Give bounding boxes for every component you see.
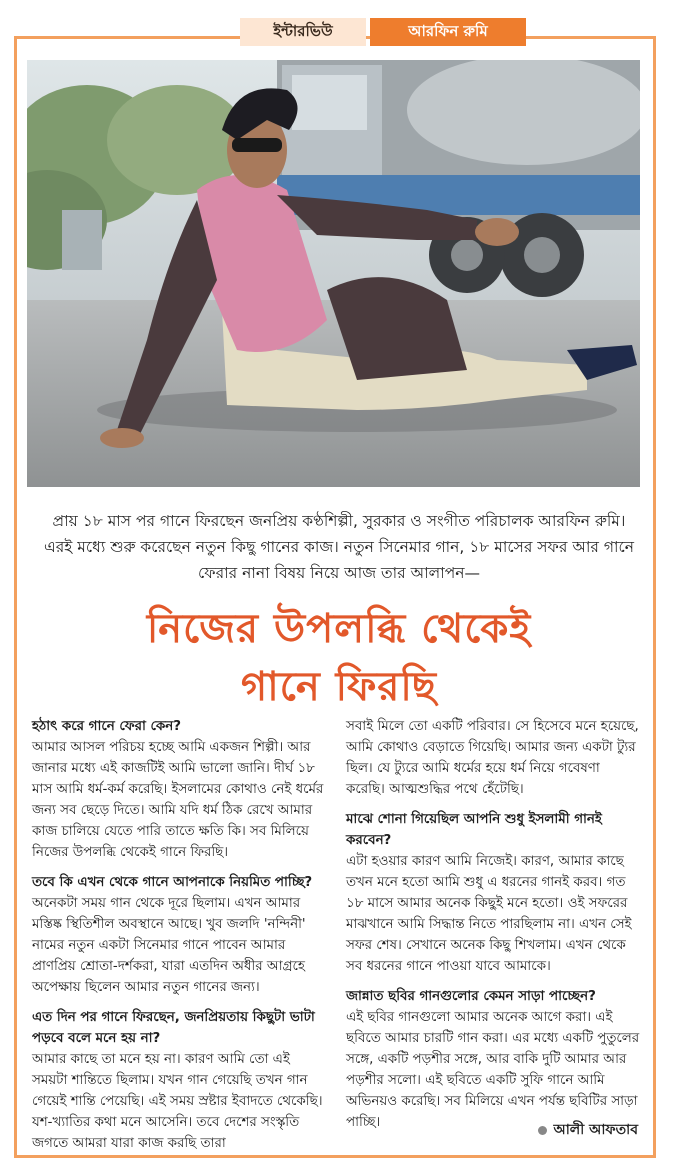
answer-continued: সবাই মিলে তো একটি পরিবার। সে হিসেবে মনে হয়েছে, আমি কোথাও বেড়াতে গিয়েছি। আমার জন্য একটা ট্যুর ছিল। যে ট্যুরে আমি ধর্মের হয়ে ধর্ম নিয়ে গবেষণা করেছি। আত্মশুদ্ধির পথে হেঁটেছি। (346, 719, 639, 797)
article-photo (27, 60, 640, 487)
photo-illustration (27, 60, 640, 487)
intro-paragraph: প্রায় ১৮ মাস পর গানে ফিরছেন জনপ্রিয় কণ্ঠশিল্পী, সুরকার ও সংগীত পরিচালক আরফিন রুমি। এরই মধ্যে শুরু করেছেন নতুন কিছু গানের কাজ। নতুন সিনেমার গান, ১৮ মাসের সফর আর গানে ফেরার নানা বিষয় নিয়ে আজ তার আলাপন— (43, 512, 634, 582)
name-tag: আরফিন রুমি (370, 18, 526, 46)
author-byline (538, 1118, 638, 1142)
section-tag: ইন্টারভিউ (240, 18, 366, 46)
question: মাঝে শোনা গিয়েছিল আপনি শুধু ইসলামী গানই করবেন? (346, 812, 602, 848)
headline-line-2: গানে ফিরছি (240, 664, 438, 710)
author-name: আলী আফতাব (553, 1122, 638, 1138)
answer: এই ছবির গানগুলো আমার অনেক আগে করা। এই ছবিতে আমার চারটি গান করা। এর মধ্যে একটি পুতুলের সঙ্গে, একটি পড়শীর সঙ্গে, আর বাকি দুটি আমার আর পড়শীর সলো। এই ছবিতে একটি সুফি গানে আমি অভিনয়ও করেছি। সব মিলিয়ে এখন পর্যন্ত ছবিটির সাড়া পাচ্ছি। (346, 1010, 640, 1130)
question: হঠাৎ করে গানে ফেরা কেন? (32, 719, 182, 734)
question: এত দিন পর গানে ফিরছেন, জনপ্রিয়তায় কিছুটা ভাটা পড়বে বলে মনে হয় না? (32, 1010, 315, 1046)
headline (40, 600, 638, 716)
answer: আমার আসল পরিচয় হচ্ছে আমি একজন শিল্পী। আর জানার মধ্যে এই কাজটিই আমি ভালো জানি। দীর্ঘ ১৮ মাস আমি ধর্ম-কর্ম করেছি। ইসলামের কোথাও নেই ধর্মের জন্য সব ছেড়ে দিতে। আমি যদি ধর্ম ঠিক রেখে আমার কাজ চালিয়ে যেতে পারি তাতে ক্ষতি কি। সব মিলিয়ে নিজের উপলব্ধি থেকেই গানে ফিরছি। (32, 740, 324, 860)
question: জান্নাত ছবির গানগুলোর কেমন সাড়া পাচ্ছেন? (346, 989, 596, 1004)
right-column (346, 716, 642, 1142)
bullet-icon (538, 1126, 547, 1135)
answer: আমার কাছে তা মনে হয় না। কারণ আমি তো এই সময়টা শান্তিতে ছিলাম। যখন গান গেয়েছি তখন গান গেয়েই শান্তি পেয়েছি। এই সময় স্রষ্টার ইবাদতে থেকেছি। যশ-খ্যাতির কথা মনে আসেনি। তবে দেশের সংস্কৃতি জগতে আমরা যারা কাজ করছি তারা (32, 1052, 323, 1151)
answer: অনেকটা সময় গান থেকে দূরে ছিলাম। এখন আমার মস্তিষ্ক স্থিতিশীল অবস্থানে আছে। খুব জলদি 'নন্দিনী' নামের নতুন একটা সিনেমার গানে পাবেন আমার প্রাণপ্রিয় শ্রোতা-দর্শকরা, যারা এতদিন অধীর আগ্রহে অপেক্ষায় ছিলেন আমার নতুন গানের জন্য। (32, 896, 306, 995)
header-tags (240, 18, 526, 46)
left-column (32, 716, 328, 1163)
question: তবে কি এখন থেকে গানে আপনাকে নিয়মিত পাচ্ছি? (32, 875, 313, 890)
headline-line-1: নিজের উপলব্ধি থেকেই (146, 606, 532, 652)
answer: এটা হওয়ার কারণ আমি নিজেই। কারণ, আমার কাছে তখন মনে হতো আমি শুধু এ ধরনের গানই করব। গত ১৮ মাসে আমার অনেক কিছুই মনে হতো। ওই সফরের মাঝখানে আমি সিদ্ধান্ত নিতে পারছিলাম না। এখন সেই সফর শেষ। সেখানে অনেক কিছু শিখলাম। এখন থেকে সব ধরনের গানে পাওয়া যাবে আমাকে। (346, 854, 632, 974)
